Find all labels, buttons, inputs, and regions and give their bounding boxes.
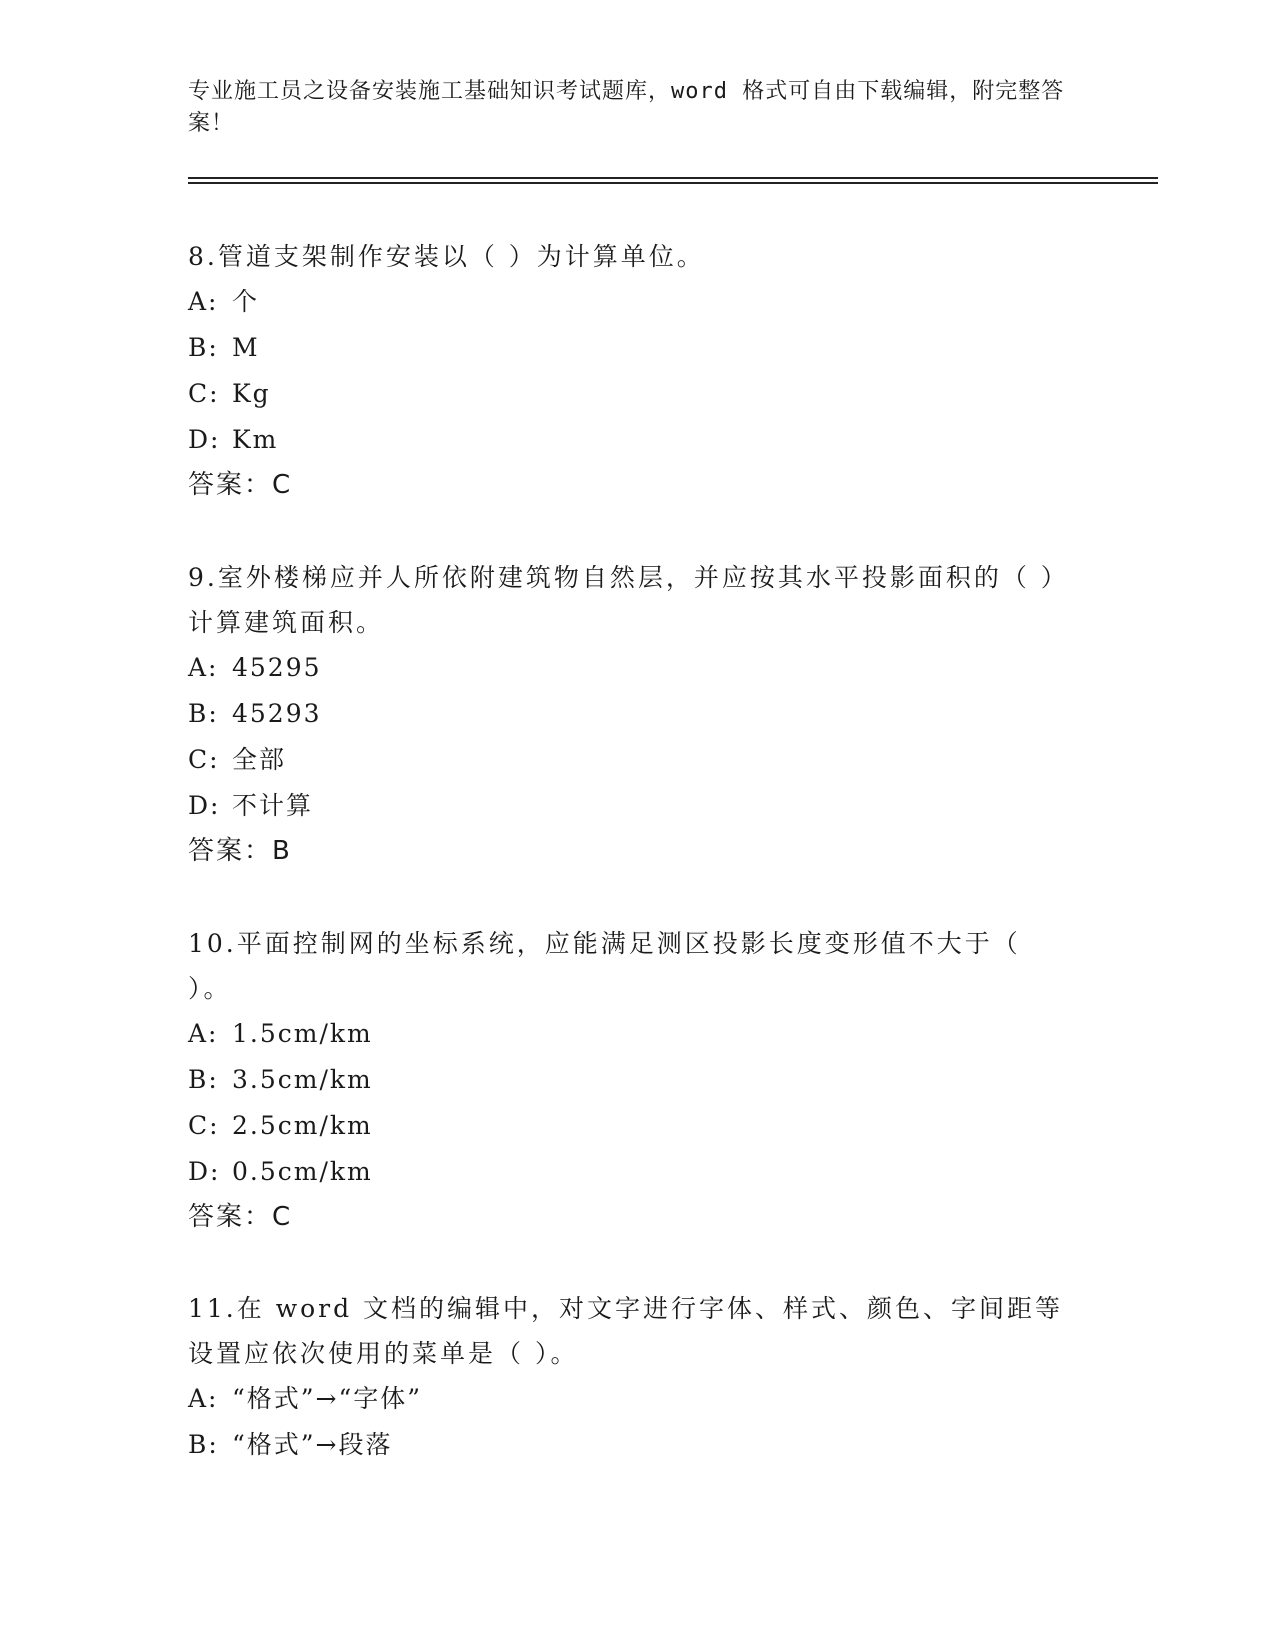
option-text: 45293: [232, 699, 322, 728]
option-text: “格式”→段落: [232, 1430, 393, 1459]
option-text: 个: [232, 287, 260, 316]
option-d: [188, 417, 1068, 463]
option-b: [188, 1422, 1068, 1468]
option-b: [188, 691, 1068, 737]
answer-line: 答案：C: [188, 470, 293, 500]
question-10: [188, 921, 1068, 1239]
option-text: 不计算: [232, 791, 314, 820]
option-text: M: [232, 333, 260, 362]
answer-line: 答案：B: [188, 836, 292, 866]
option-letter: B:: [188, 1065, 219, 1094]
option-text: 2.5cm/km: [232, 1111, 373, 1140]
question-stem: 10.平面控制网的坐标系统，应能满足测区投影长度变形值不大于（ ）。: [188, 929, 1021, 1003]
option-d: [188, 783, 1068, 829]
question-stem: 11.在 word 文档的编辑中，对文字进行字体、样式、颜色、字间距等设置应依次使用的菜单是（ ）。: [188, 1294, 1064, 1368]
header-divider-top: [188, 177, 1158, 179]
option-letter: C:: [188, 1111, 220, 1140]
option-d: [188, 1149, 1068, 1195]
option-text: 全部: [232, 745, 287, 774]
option-letter: C:: [188, 379, 220, 408]
option-letter: D:: [188, 791, 221, 820]
option-letter: A:: [188, 1019, 219, 1048]
option-letter: A:: [188, 287, 219, 316]
document-header: 专业施工员之设备安装施工基础知识考试题库，word 格式可自由下载编辑，附完整答案！: [188, 79, 1065, 136]
question-9: [188, 555, 1068, 873]
option-letter: D:: [188, 1157, 221, 1186]
option-c: [188, 371, 1068, 417]
option-letter: B:: [188, 1430, 219, 1459]
option-text: 3.5cm/km: [232, 1065, 373, 1094]
option-letter: B:: [188, 333, 219, 362]
question-stem: 8.管道支架制作安装以（ ）为计算单位。: [188, 242, 705, 271]
question-11: [188, 1286, 1068, 1468]
option-letter: A:: [188, 1384, 219, 1413]
option-a: [188, 1376, 1068, 1422]
header-divider-bottom: [188, 182, 1158, 184]
option-b: [188, 1057, 1068, 1103]
option-b: [188, 325, 1068, 371]
option-letter: C:: [188, 745, 220, 774]
option-text: 1.5cm/km: [232, 1019, 373, 1048]
option-letter: D:: [188, 425, 221, 454]
answer-line: 答案：C: [188, 1202, 293, 1232]
option-a: [188, 645, 1068, 691]
option-text: 45295: [232, 653, 322, 682]
option-a: [188, 279, 1068, 325]
question-8: [188, 234, 1068, 507]
option-text: “格式”→“字体”: [232, 1384, 423, 1413]
option-letter: B:: [188, 699, 219, 728]
option-text: Km: [232, 425, 279, 454]
option-text: 0.5cm/km: [232, 1157, 373, 1186]
option-text: Kg: [232, 379, 271, 408]
question-stem: 9.室外楼梯应并人所依附建筑物自然层，并应按其水平投影面积的（ ）计算建筑面积。: [188, 563, 1057, 637]
option-c: [188, 1103, 1068, 1149]
option-c: [188, 737, 1068, 783]
option-letter: A:: [188, 653, 219, 682]
option-a: [188, 1011, 1068, 1057]
